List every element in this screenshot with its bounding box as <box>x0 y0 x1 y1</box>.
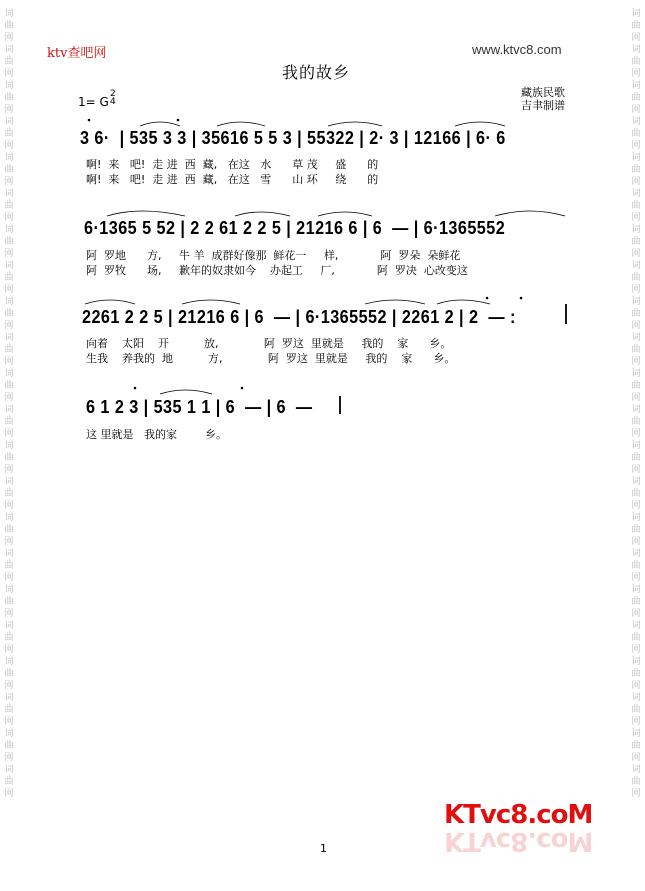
slur-mark <box>235 212 290 216</box>
ktvc8-logo-reflection: KTvc8.coM <box>444 826 593 856</box>
slur-mark <box>107 211 185 216</box>
score-maker: 吉聿制谱 <box>521 99 565 112</box>
slur-mark <box>85 300 135 304</box>
slur-mark <box>455 122 505 126</box>
score-row-1-lyrics-verse-1: 啊! 来 吧! 走 进 西 藏, 在这 水 草 茂 盛 的 <box>86 158 379 171</box>
score-row-4-notes: 6 1 2 3 | 535 1 1 | 6 — | 6 — <box>86 397 313 417</box>
key-signature: 1= G <box>78 95 109 109</box>
score-row-3-lyrics-verse-2: 生我 养我的 地 方, 阿 罗这 里就是 我的 家 乡。 <box>86 352 456 365</box>
side-watermark-right: 词曲网词曲网词曲网词曲网词曲网词曲网词曲网词曲网词曲网词曲网词曲网词曲网词曲网词曲网词曲网词曲网词曲网词曲网词曲网词曲网词曲网词曲网 <box>631 9 641 799</box>
fermata-mark <box>88 119 91 122</box>
side-watermark-left: 词曲网词曲网词曲网词曲网词曲网词曲网词曲网词曲网词曲网词曲网词曲网词曲网词曲网词曲网词曲网词曲网词曲网词曲网词曲网词曲网词曲网词曲网 <box>4 9 14 799</box>
slur-mark <box>437 300 490 304</box>
fermata-mark <box>134 387 137 390</box>
fermata-mark <box>177 119 180 122</box>
score-row-3-notes: 2261 2 2 5 | 21216 6 | 6 — | 6·1365552 | 2261 2 | 2 — : <box>82 307 516 327</box>
fermata-mark <box>486 297 489 300</box>
slur-mark <box>318 212 372 216</box>
score-row-4-lyrics: 这 里就是 我的家 乡。 <box>86 428 227 441</box>
slur-mark <box>217 122 265 126</box>
time-signature-top: 2 <box>110 89 116 99</box>
slur-mark <box>160 390 212 394</box>
score-row-1-notes: 3 6· | 535 3 3 | 35616 5 5 3 | 55322 | 2· 3 | 12166 | 6· 6 <box>80 128 506 148</box>
time-signature-bottom: 4 <box>110 97 116 107</box>
fermata-mark <box>520 297 523 300</box>
slur-mark <box>365 300 425 304</box>
score-row-1-lyrics-verse-2: 啊! 来 吧! 走 进 西 藏, 在这 雪 山 环 绕 的 <box>86 173 379 186</box>
slur-mark <box>495 211 565 216</box>
site-url[interactable]: www.ktvc8.com <box>472 42 562 57</box>
slur-mark <box>140 122 180 126</box>
score-row-3-lyrics-verse-1: 向着 太阳 开 放, 阿 罗这 里就是 我的 家 乡。 <box>86 337 452 350</box>
fermata-mark <box>241 387 244 390</box>
song-genre: 藏族民歌 <box>521 86 565 99</box>
brand-logo-text[interactable]: ktv查吧网 <box>47 46 107 61</box>
song-title: 我的故乡 <box>282 63 351 82</box>
score-row-2-notes: 6·1365 5 52 | 2 2 61 2 2 5 | 21216 6 | 6 — | 6·1365552 <box>84 218 506 238</box>
score-row-2-lyrics-verse-1: 阿 罗地 方, 牛 羊 成群好像那 鲜花一 样, 阿 罗朵 朵鲜花 <box>86 249 461 262</box>
slur-mark <box>328 122 382 126</box>
slur-mark <box>182 300 240 304</box>
page-number: 1 <box>320 842 327 855</box>
score-row-2-lyrics-verse-2: 阿 罗牧 场, 歉年的奴隶如今 办起工 厂, 阿 罗决 心改变这 <box>86 264 468 277</box>
ktvc8-logo: KTvc8.coM <box>444 800 593 830</box>
